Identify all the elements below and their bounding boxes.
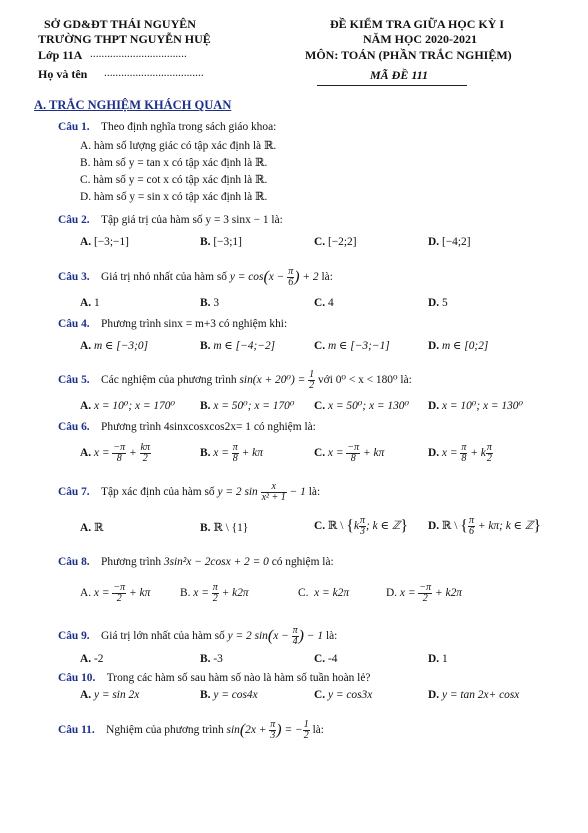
question-label: Câu 8. (58, 556, 90, 568)
q4-option-c[interactable]: C. m ∈ [−3;−1] (314, 340, 390, 352)
q8-option-b[interactable]: B. x = $\frac{\pi}{2}$ + k2π (180, 582, 249, 604)
question-11: Câu 11. Nghiệm của phương trình sin(2x + $\frac{\pi}{3}$ ) = − $\frac{1}{2}$ là: (58, 719, 324, 741)
question-label: Câu 9. (58, 630, 90, 643)
q5-option-b[interactable]: B. x = 50⁰; x = 170⁰ (200, 400, 295, 412)
question-6 (58, 421, 316, 433)
q1-option-d[interactable]: D. hàm số y = sin x có tập xác định là ℝ. (80, 191, 268, 203)
q8-option-d[interactable]: D. x = $\frac{-\pi}{2}$ + k2π (386, 582, 462, 604)
q6-option-b[interactable]: B. x = $\frac{\pi}{8}$ + kπ (200, 442, 263, 464)
question-label: Câu 7. (58, 486, 90, 499)
q7-option-c[interactable]: C. ℝ \ {k $\frac{\pi}{3}$ ; k ∈ ℤ} (314, 515, 409, 537)
q4-option-b[interactable]: B. m ∈ [−4;−2] (200, 340, 276, 352)
q6-option-a[interactable]: A. x = $\frac{-\pi}{8}$ + $\frac{k\pi}{2}$ (80, 442, 150, 464)
question-text: Phương trình sinx = m+3 có nghiệm khi: (101, 318, 288, 330)
q8-option-a[interactable]: A. x = $\frac{-\pi}{2}$ + kπ (80, 582, 151, 604)
q1-option-a[interactable]: A. hàm số lượng giác có tập xác định là ℝ. (80, 140, 277, 152)
section-title: A. TRẮC NGHIỆM KHÁCH QUAN (34, 98, 232, 112)
question-label: Câu 11. (58, 724, 95, 737)
q10-option-c[interactable]: C. y = cos3x (314, 689, 373, 701)
question-label: Câu 1. (58, 121, 90, 133)
formula: sin(x + 20⁰) = $\frac{1}{2}$ (239, 369, 315, 391)
question-label: Câu 10. (58, 672, 96, 684)
q5-option-a[interactable]: A. x = 10⁰; x = 170⁰ (80, 400, 176, 412)
question-label: Câu 4. (58, 318, 90, 330)
exam-code: MÃ ĐỀ 111 (370, 68, 429, 82)
school-name: TRƯỜNG THPT NGUYỄN HUỆ (38, 32, 211, 46)
exam-title: ĐỀ KIỂM TRA GIỮA HỌC KỲ I (330, 17, 505, 31)
question-text: Phương trình (101, 556, 162, 568)
question-5: Câu 5. Các nghiệm của phương trình sin(x + 20⁰) = $\frac{1}{2}$ với 0⁰ < x < 180⁰ là: (58, 369, 412, 391)
class-blank[interactable]: .................................. (90, 48, 187, 60)
q8-option-c[interactable]: C. x = k2π (298, 587, 350, 599)
question-text: Giá trị nhỏ nhất của hàm số (101, 271, 227, 284)
question-9: Câu 9. Giá trị lớn nhất của hàm số y = 2 sin(x − $\frac{\pi}{4}$ ) − 1 là: (58, 625, 338, 647)
q9-option-d[interactable]: D. 1 (428, 653, 448, 665)
question-4 (58, 318, 287, 330)
q2-option-d[interactable]: D. [−4;2] (428, 236, 471, 248)
q5-option-c[interactable]: C. x = 50⁰; x = 130⁰ (314, 400, 410, 412)
q7-option-d[interactable]: D. ℝ \ { $\frac{\pi}{6}$ + kπ; k ∈ ℤ} (428, 515, 542, 537)
question-text: Giá trị lớn nhất của hàm số (101, 630, 225, 643)
q6-option-d[interactable]: D. x = $\frac{\pi}{8}$ + k $\frac{\pi}{2}$ (428, 442, 492, 464)
q3-option-c[interactable]: C. 4 (314, 297, 334, 309)
q7-option-b[interactable]: B. ℝ \ {1} (200, 522, 249, 534)
q2-option-a[interactable]: A. [−3;−1] (80, 236, 129, 248)
school-year: NĂM HỌC 2020-2021 (363, 32, 477, 46)
q2-option-c[interactable]: C. [−2;2] (314, 236, 357, 248)
question-text: Trong các hàm số sau hàm số nào là hàm số tuần hoàn lẻ? (106, 672, 371, 684)
question-text: Tập giá trị của hàm số y = 3 sinx − 1 là: (101, 214, 283, 226)
q1-option-c[interactable]: C. hàm số y = cot x có tập xác định là ℝ. (80, 174, 268, 186)
q6-option-c[interactable]: C. x = $\frac{-\pi}{8}$ + kπ (314, 442, 385, 464)
q10-option-b[interactable]: B. y = cos4x (200, 689, 258, 701)
formula: y = cos(x − $\frac{\pi}{6}$ ) + 2 (229, 266, 319, 288)
subject: MÔN: TOÁN (PHẦN TRẮC NGHIỆM) (305, 48, 512, 62)
q1-option-b[interactable]: B. hàm số y = tan x có tập xác định là ℝ. (80, 157, 268, 169)
question-label: Câu 2. (58, 214, 90, 226)
question-2 (58, 214, 283, 226)
q7-option-a[interactable]: A. ℝ (80, 522, 104, 534)
question-label: Câu 3. (58, 271, 90, 284)
code-underline (317, 85, 467, 86)
q3-option-b[interactable]: B. 3 (200, 297, 220, 309)
formula: y = 2 sin(x − $\frac{\pi}{4}$ ) − 1 (227, 625, 324, 647)
q4-option-d[interactable]: D. m ∈ [0;2] (428, 340, 489, 352)
name-blank[interactable]: ................................... (104, 67, 204, 79)
q10-option-d[interactable]: D. y = tan 2x+ cosx (428, 689, 520, 701)
q2-option-b[interactable]: B. [−3;1] (200, 236, 242, 248)
question-text: Các nghiệm của phương trình (101, 374, 237, 387)
formula: 3sin²x − 2cosx + 2 = 0 (163, 556, 269, 568)
formula: y = 2 sin $\frac{x}{\text{x² + 1}}$ − 1 (217, 481, 306, 503)
name-label: Họ và tên (38, 67, 88, 81)
question-8: Câu 8. Phương trình 3sin²x − 2cosx + 2 = 0 có nghiệm là: (58, 556, 334, 568)
class-label: Lớp 11A (38, 48, 83, 62)
question-1 (58, 121, 276, 133)
question-label: Câu 5. (58, 374, 90, 387)
q10-option-a[interactable]: A. y = sin 2x (80, 689, 140, 701)
question-10 (58, 672, 370, 684)
formula: sin(2x + $\frac{\pi}{3}$ ) = − $\frac{1}{2}$ (226, 719, 309, 741)
question-7: Câu 7. Tập xác định của hàm số y = 2 sin $\frac{x}{\text{x² + 1}}$ − 1 là: (58, 481, 321, 503)
q9-option-c[interactable]: C. -4 (314, 653, 338, 665)
question-text: Phương trình 4sinxcosxcos2x= 1 có nghiệm là: (101, 421, 316, 433)
q3-option-a[interactable]: A. 1 (80, 297, 100, 309)
q5-option-d[interactable]: D. x = 10⁰; x = 130⁰ (428, 400, 524, 412)
q3-option-d[interactable]: D. 5 (428, 297, 448, 309)
question-3: Câu 3. Giá trị nhỏ nhất của hàm số y = cos(x − $\frac{\pi}{6}$ ) + 2 là: (58, 266, 333, 288)
question-text: Nghiệm của phương trình (106, 724, 224, 737)
question-label: Câu 6. (58, 421, 90, 433)
question-text: Tập xác định của hàm số (101, 486, 215, 499)
question-text: Theo định nghĩa trong sách giáo khoa: (101, 121, 277, 133)
school-department: SỞ GD&ĐT THÁI NGUYÊN (44, 17, 196, 31)
q9-option-a[interactable]: A. -2 (80, 653, 104, 665)
q9-option-b[interactable]: B. -3 (200, 653, 223, 665)
q4-option-a[interactable]: A. m ∈ [−3;0] (80, 340, 149, 352)
